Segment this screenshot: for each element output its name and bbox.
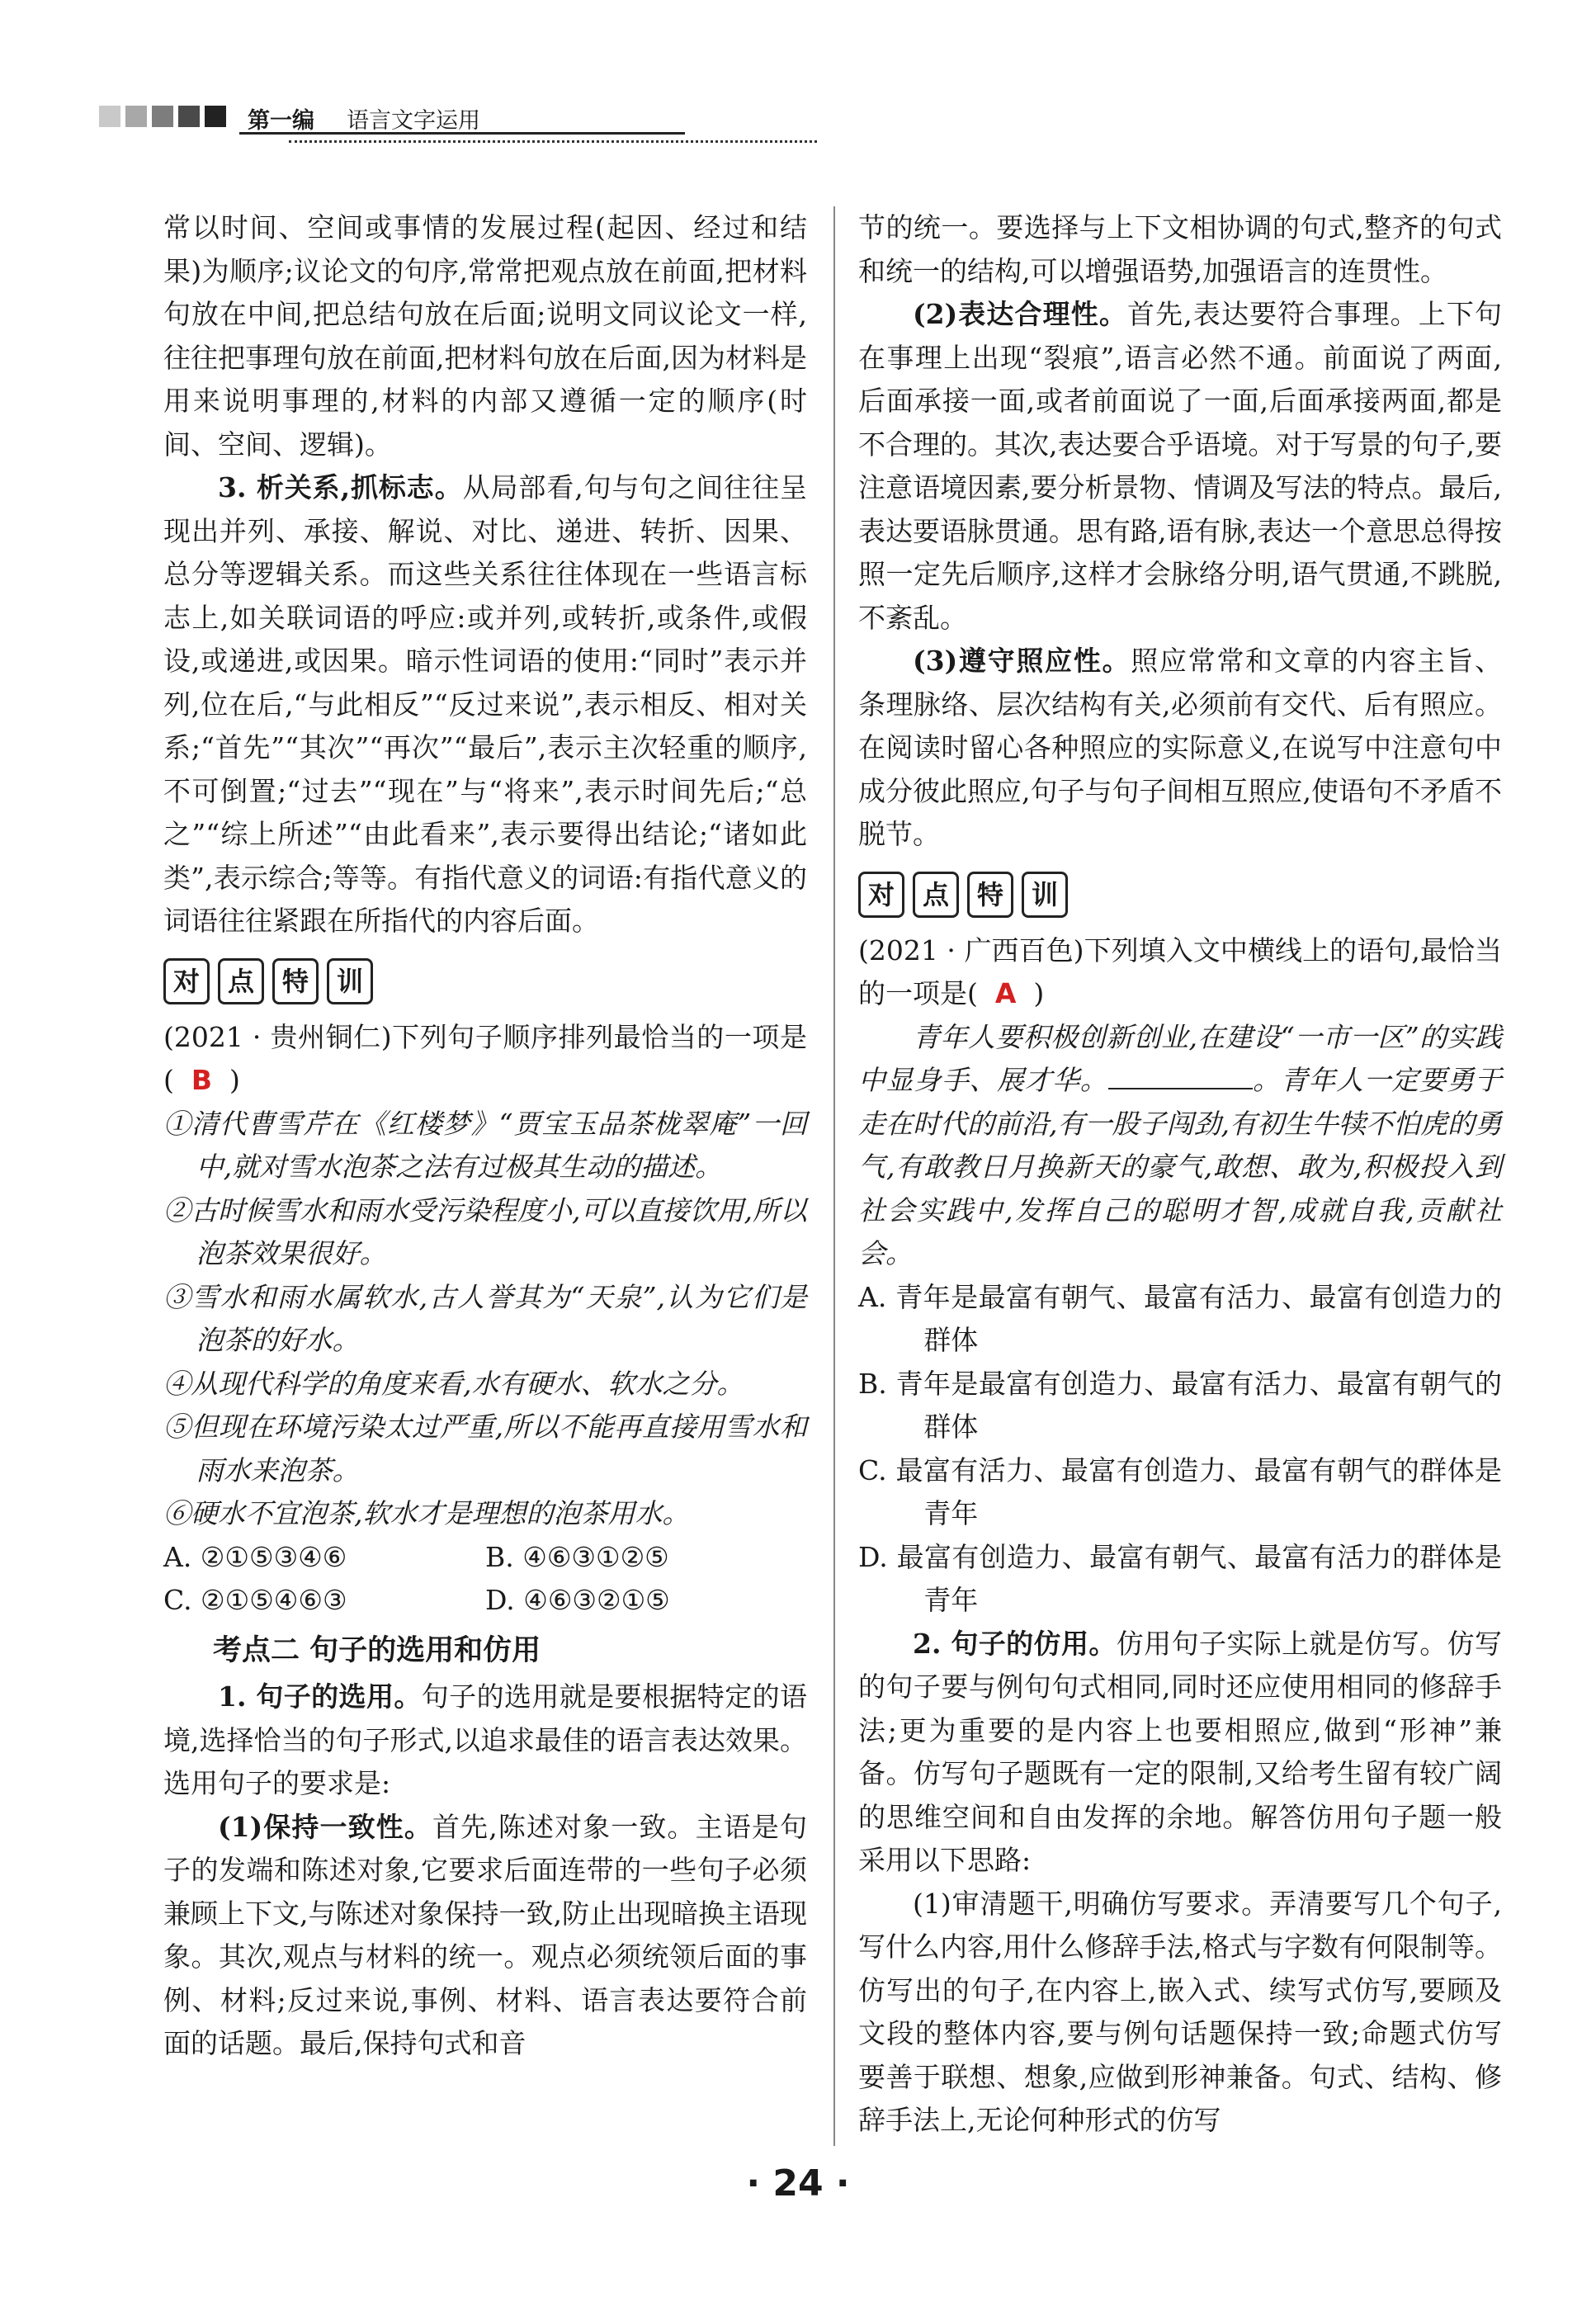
header-title: 第一编 — [248, 108, 314, 134]
paragraph — [858, 1623, 1502, 1883]
header-square-2 — [125, 106, 147, 127]
practice-label-char: 特 — [967, 872, 1013, 918]
option: B. ④⑥③①②⑤ — [485, 1540, 669, 1573]
paragraph-body: 首先,陈述对象一致。主语是句子的发端和陈述对象,它要求后面连带的一些句子必须兼顾上下文,与陈述对象保持一致,防止出现暗换主语现象。其次,观点与材料的统一。观点必须统领后面的事例、材料;反过来说,事例、材料、语言表达要符合前面的话题。最后,保持句式和音 — [163, 1810, 807, 2059]
option: D. 最富有创造力、最富有朝气、最富有活力的群体是青年 — [858, 1540, 1502, 1616]
option: C. 最富有活力、最富有创造力、最富有朝气的群体是青年 — [858, 1453, 1502, 1529]
practice-label — [163, 958, 807, 1004]
paragraph: 节的统一。要选择与上下文相协调的句式,整齐的句式和统一的结构,可以增强语势,加强语言的连贯性。 — [858, 211, 1502, 287]
section-heading: 3. 析关系,抓标志。 — [218, 471, 463, 503]
section-heading: 2. 句子的仿用。 — [913, 1627, 1117, 1660]
practice-label-char: 训 — [327, 958, 373, 1004]
reading-passage — [858, 1016, 1502, 1276]
header-dotted-rule — [289, 140, 817, 143]
header-square-5 — [205, 106, 226, 127]
header-square-1 — [99, 106, 120, 127]
practice-label-char: 训 — [1022, 872, 1068, 918]
paragraph — [858, 293, 1502, 640]
right-column — [858, 206, 1502, 2143]
sentence-item: ③雪水和雨水属软水,古人誉其为“天泉”,认为它们是泡茶的好水。 — [163, 1280, 807, 1356]
page-number: · 24 · — [746, 2162, 850, 2205]
paragraph — [163, 466, 807, 943]
page-header — [99, 99, 726, 149]
section-title: 考点二 句子的选用和仿用 — [213, 1633, 541, 1667]
practice-label — [858, 872, 1502, 918]
answer-mark: B — [191, 1064, 213, 1096]
paragraph: (1)审清题干,明确仿写要求。弄清要写几个句子,写什么内容,用什么修辞手法,格式与字数有何限制等。仿写出的句子,在内容上,嵌入式、续写式仿写,要顾及文段的整体内容,要与例句话题保持一致;命题式仿写要善于联想、想象,应做到形神兼备。句式、结构、修辞手法上,无论何种形式的仿写 — [858, 1887, 1502, 2136]
section-heading: (1)保持一致性。 — [218, 1810, 432, 1843]
question-stem — [163, 1016, 807, 1103]
paragraph-body: 句子的选用就是要根据特定的语境,选择恰当的句子形式,以追求最佳的语言表达效果。选用句子的要求是: — [163, 1680, 807, 1799]
question-close: ) — [229, 1064, 240, 1096]
option: B. 青年是最富有创造力、最富有活力、最富有朝气的群体 — [858, 1367, 1502, 1443]
option: A. ②①⑤③④⑥ — [163, 1540, 347, 1573]
sentence-item: ⑤但现在环境污染太过严重,所以不能再直接用雪水和雨水来泡茶。 — [163, 1411, 807, 1486]
header-rule — [239, 132, 685, 135]
question-stem — [858, 929, 1502, 1016]
passage-text: 青年人要积极创新创业,在建设“一市一区”的实践中显身手、展才华。 — [858, 1020, 1502, 1096]
option-row — [163, 1536, 807, 1580]
section-heading: (2)表达合理性。 — [913, 298, 1127, 330]
paragraph — [858, 640, 1502, 857]
left-column — [163, 206, 807, 2066]
sentence-item: ④从现代科学的角度来看,水有硬水、软水之分。 — [163, 1367, 744, 1400]
practice-label-char: 点 — [913, 872, 959, 918]
practice-label-char: 特 — [272, 958, 319, 1004]
header-square-3 — [152, 106, 173, 127]
fill-blank — [1108, 1063, 1253, 1089]
option: C. ②①⑤④⑥③ — [163, 1584, 347, 1616]
practice-label-char: 对 — [163, 958, 210, 1004]
sentence-item: ⑥硬水不宜泡茶,软水才是理想的泡茶用水。 — [163, 1497, 690, 1529]
sentence-item: ①清代曹雪芹在《红楼梦》“贾宝玉品茶栊翠庵”一回中,就对雪水泡茶之法有过极其生动的描述。 — [163, 1107, 807, 1183]
paragraph-body: 首先,表达要符合事理。上下句在事理上出现“裂痕”,语言必然不通。前面说了两面,后面承接一面,或者前面说了一面,后面承接两面,都是不合理的。其次,表达要合乎语境。对于写景的句子,要注意语境因素,要分析景物、情调及写法的特点。最后,表达要语脉贯通。思有路,语有脉,表达一个意思总得按照一定先后顺序,这样才会脉络分明,语气贯通,不跳脱,不紊乱。 — [858, 298, 1502, 634]
paragraph-body: 照应常常和文章的内容主旨、条理脉络、层次结构有关,必须前有交代、后有照应。在阅读时留心各种照应的实际意义,在说写中注意句中成分彼此照应,句子与句子间相互照应,使语句不矛盾不脱节。 — [858, 645, 1502, 850]
paragraph — [163, 1675, 807, 1806]
passage-text: 。青年人一定要勇于走在时代的前沿,有一股子闯劲,有初生牛犊不怕虎的勇气,有敢教日月换新天的豪气,敢想、敢为,积极投入到社会实践中,发挥自己的聪明才智,成就自我,贡献社会。 — [858, 1064, 1503, 1269]
option: A. 青年是最富有朝气、最富有活力、最富有创造力的群体 — [858, 1280, 1502, 1356]
header-subtitle: 语言文字运用 — [347, 108, 480, 134]
option-row — [163, 1579, 807, 1623]
paragraph-body: 仿用句子实际上就是仿写。仿写的句子要与例句句式相同,同时还应使用相同的修辞手法;更为重要的是内容上也要相照应,做到“形神”兼备。仿写句子题既有一定的限制,又给考生留有较广阔的思维空间和自由发挥的余地。解答仿用句子题一般采用以下思路: — [858, 1627, 1502, 1876]
paragraph — [163, 1806, 807, 2066]
sentence-item: ②古时候雪水和雨水受污染程度小,可以直接饮用,所以泡茶效果很好。 — [163, 1193, 807, 1269]
paragraph: 常以时间、空间或事情的发展过程(起因、经过和结果)为顺序;议论文的句序,常常把观点放在前面,把材料句放在中间,把总结句放在后面;说明文同议论文一样,往往把事理句放在前面,把材料句放在后面,因为材料是用来说明事理的,材料的内部又遵循一定的顺序(时间、空间、逻辑)。 — [163, 211, 807, 461]
practice-label-char: 点 — [218, 958, 264, 1004]
option: D. ④⑥③②①⑤ — [485, 1584, 670, 1616]
section-heading: 1. 句子的选用。 — [218, 1680, 422, 1713]
question-text: (2021 · 广西百色)下列填入文中横线上的语句,最恰当的一项是( — [858, 933, 1502, 1009]
practice-label-char: 对 — [858, 872, 904, 918]
column-divider — [833, 206, 835, 2146]
question-close: ) — [1033, 977, 1045, 1009]
header-square-4 — [178, 106, 200, 127]
paragraph-body: 从局部看,句与句之间往往呈现出并列、承接、解说、对比、递进、转折、因果、总分等逻辑关系。而这些关系往往体现在一些语言标志上,如关联词语的呼应:或并列,或转折,或条件,或假设,或递进,或因果。暗示性词语的使用:“同时”表示并列,位在后,“与此相反”“反过来说”,表示相反、相对关系;“首先”“其次”“再次”“最后”,表示主次轻重的顺序,不可倒置;“过去”“现在”与“将来”,表示时间先后;“总之”“综上所述”“由此看来”,表示要得出结论;“诸如此类”,表示综合;等等。有指代意义的词语:有指代意义的词语往往紧跟在所指代的内容后面。 — [163, 471, 807, 937]
section-heading: (3)遵守照应性。 — [913, 645, 1131, 677]
answer-mark: A — [994, 977, 1017, 1009]
question-text: (2021 · 贵州铜仁)下列句子顺序排列最恰当的一项是( — [163, 1020, 807, 1096]
